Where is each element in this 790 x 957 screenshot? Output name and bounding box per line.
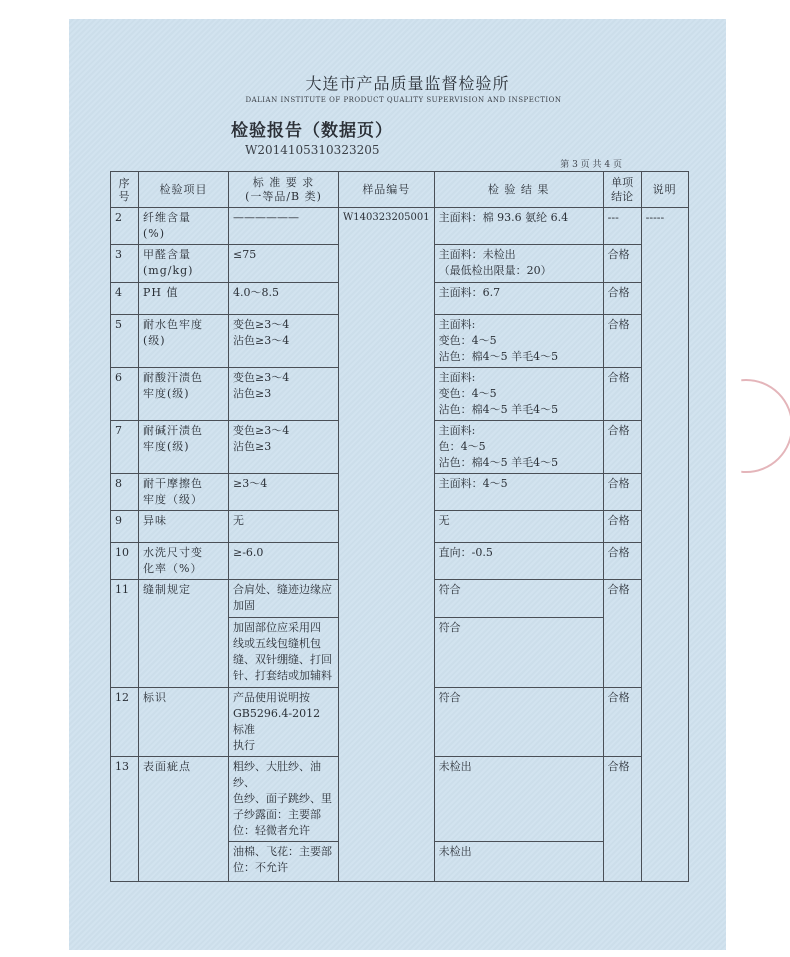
standard-requirement: 合肩处、缝迹边缘应 加固 <box>229 580 339 618</box>
row-number: 2 <box>111 208 139 245</box>
standard-requirement: 加固部位应采用四 线或五线包缝机包 缝、双针绷缝、打回 针、打套结或加辅料 <box>229 618 339 688</box>
standard-requirement: 变色≥3～4 沾色≥3 <box>229 421 339 474</box>
item-conclusion: 合格 <box>603 511 641 543</box>
inspection-item: 异味 <box>139 511 229 543</box>
inspection-data-table <box>110 171 689 882</box>
row-number: 10 <box>111 543 139 580</box>
inspection-item: PH 值 <box>139 283 229 315</box>
page-number: 第 3 页 共 4 页 <box>560 160 622 170</box>
inspection-result: 主面料: 变色：4～5 沾色：棉4～5 羊毛4～5 <box>434 368 603 421</box>
standard-requirement: 粗纱、大肚纱、油纱、 色纱、面子跳纱、里 子纱露面：主要部 位：轻微者允许 <box>229 757 339 842</box>
header-no: 序号 <box>111 172 139 208</box>
report-page <box>69 19 726 950</box>
header-result: 检 验 结 果 <box>434 172 603 208</box>
item-conclusion: 合格 <box>603 283 641 315</box>
institute-name-en: DALIAN INSTITUTE OF PRODUCT QUALITY SUPERVISION AND INSPECTION <box>245 96 562 104</box>
standard-requirement: 无 <box>229 511 339 543</box>
inspection-item: 耐水色牢度 (级) <box>139 315 229 368</box>
inspection-item: 标识 <box>139 688 229 757</box>
standard-requirement: ≥3～4 <box>229 474 339 511</box>
report-title: 检验报告（数据页） <box>231 121 393 141</box>
inspection-result: 主面料：6.7 <box>434 283 603 315</box>
standard-requirement: 产品使用说明按 GB5296.4-2012 标准 执行 <box>229 688 339 757</box>
item-conclusion: 合格 <box>603 421 641 474</box>
table-body <box>111 208 689 882</box>
header-remark: 说明 <box>641 172 688 208</box>
standard-requirement: 变色≥3～4 沾色≥3 <box>229 368 339 421</box>
row-number: 13 <box>111 757 139 882</box>
sample-number: W140323205001 <box>339 208 435 882</box>
inspection-item: 表面疵点 <box>139 757 229 882</box>
seal-stamp <box>699 379 790 473</box>
header-conclusion: 单项结论 <box>603 172 641 208</box>
table-row <box>111 208 689 245</box>
inspection-item: 缝制规定 <box>139 580 229 688</box>
inspection-item: 纤维含量 (%) <box>139 208 229 245</box>
row-number: 8 <box>111 474 139 511</box>
institute-name-cn: 大连市产品质量监督检验所 <box>305 74 510 93</box>
item-conclusion: 合格 <box>603 368 641 421</box>
row-number: 5 <box>111 315 139 368</box>
inspection-result: 主面料：4～5 <box>434 474 603 511</box>
row-number: 3 <box>111 245 139 283</box>
item-conclusion: --- <box>603 208 641 245</box>
inspection-result: 主面料：棉 93.6 氨纶 6.4 <box>434 208 603 245</box>
row-number: 7 <box>111 421 139 474</box>
item-conclusion: 合格 <box>603 543 641 580</box>
inspection-result: 符合 <box>434 580 603 618</box>
inspection-item: 耐干摩擦色 牢度（级） <box>139 474 229 511</box>
header-item: 检验项目 <box>139 172 229 208</box>
inspection-item: 甲醛含量 (mg/kg) <box>139 245 229 283</box>
inspection-result: 直向：-0.5 <box>434 543 603 580</box>
inspection-result: 未检出 <box>434 757 603 842</box>
standard-requirement: ≤75 <box>229 245 339 283</box>
inspection-item: 耐碱汗渍色 牢度(级) <box>139 421 229 474</box>
row-number: 12 <box>111 688 139 757</box>
inspection-result: 未检出 <box>434 842 603 882</box>
inspection-result: 主面料: 变色：4～5 沾色：棉4～5 羊毛4～5 <box>434 315 603 368</box>
standard-requirement: 变色≥3～4 沾色≥3～4 <box>229 315 339 368</box>
item-conclusion: 合格 <box>603 757 641 882</box>
inspection-item: 耐酸汗渍色 牢度(级) <box>139 368 229 421</box>
item-conclusion: 合格 <box>603 474 641 511</box>
row-number: 11 <box>111 580 139 688</box>
inspection-result: 无 <box>434 511 603 543</box>
row-number: 6 <box>111 368 139 421</box>
header-standard: 标 准 要 求 (一等品/B 类) <box>229 172 339 208</box>
item-conclusion: 合格 <box>603 688 641 757</box>
report-number: W2014105310323205 <box>245 143 380 157</box>
standard-requirement: —————— <box>229 208 339 245</box>
inspection-item: 水洗尺寸变 化率（%） <box>139 543 229 580</box>
remark: ----- <box>641 208 688 882</box>
header-sample: 样品编号 <box>339 172 435 208</box>
item-conclusion: 合格 <box>603 580 641 688</box>
row-number: 9 <box>111 511 139 543</box>
inspection-result: 主面料：未检出 （最低检出限量：20） <box>434 245 603 283</box>
standard-requirement: 油棉、飞花：主要部 位：不允许 <box>229 842 339 882</box>
item-conclusion: 合格 <box>603 315 641 368</box>
standard-requirement: ≥-6.0 <box>229 543 339 580</box>
item-conclusion: 合格 <box>603 245 641 283</box>
inspection-result: 符合 <box>434 688 603 757</box>
inspection-result: 符合 <box>434 618 603 688</box>
standard-requirement: 4.0～8.5 <box>229 283 339 315</box>
row-number: 4 <box>111 283 139 315</box>
inspection-result: 主面料: 色：4～5 沾色：棉4～5 羊毛4～5 <box>434 421 603 474</box>
